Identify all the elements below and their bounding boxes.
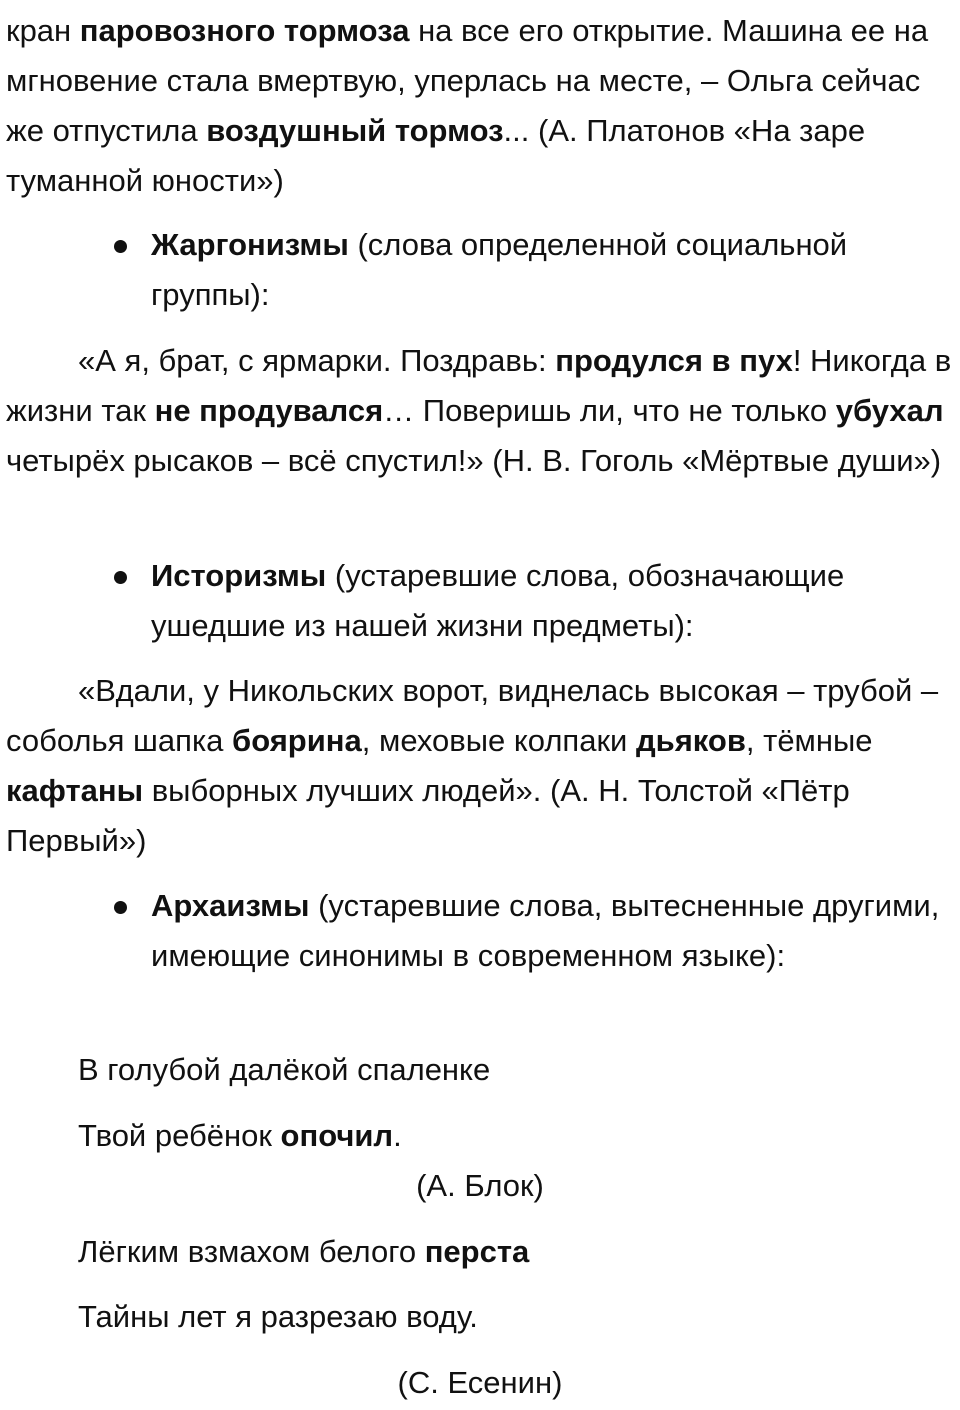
verse-line xyxy=(78,1111,402,1161)
paragraph-platonov xyxy=(6,6,952,206)
text: четырёх рысаков – всё спустил!» (Н. В. Гоголь «Мёртвые души») xyxy=(6,443,942,478)
bold-term: воздушный тормоз xyxy=(206,113,504,148)
verse-line xyxy=(78,1227,529,1277)
bullet-description: (слова определенной социальной группы): xyxy=(151,227,848,312)
bold-term: кафтаны xyxy=(6,773,144,808)
text: выборных лучших людей». (А. Н. Толстой «Пётр Первый») xyxy=(6,773,850,858)
bold-term: опочил xyxy=(280,1118,394,1153)
text: «Вдали, у Никольских ворот, виднелась высокая – трубой – соболья шапка xyxy=(6,673,939,758)
text: … Поверишь ли, что не только xyxy=(383,393,836,428)
bullet-description: (устаревшие слова, вытесненные другими, имеющие синонимы в современном языке): xyxy=(151,888,940,973)
bold-term: дьяков xyxy=(635,723,746,758)
bullet-term: Жаргонизмы xyxy=(151,227,349,262)
bold-term: продулся в пух xyxy=(555,343,793,378)
text: , тёмные xyxy=(745,723,873,758)
text: Твой ребёнок xyxy=(78,1118,281,1153)
bold-term: перста xyxy=(424,1234,530,1269)
text: на все его открытие. Машина ее на мгновение стала вмертвую, уперлась на месте, – Ольга сейчас же отпустила xyxy=(6,13,929,148)
bold-term: убухал xyxy=(835,393,944,428)
paragraph-tolstoy xyxy=(6,666,952,866)
verse-attribution: (С. Есенин) xyxy=(397,1365,563,1400)
bullet-archaisms xyxy=(0,881,952,981)
bullet-jargonisms xyxy=(0,220,952,320)
text: ! Никогда в жизни так xyxy=(6,343,952,428)
bullet-historisms xyxy=(0,551,952,651)
verse-line: В голубой далёкой спаленке xyxy=(78,1052,491,1087)
bullet-term: Историзмы xyxy=(151,558,327,593)
bullet-description: (устаревшие слова, обозначающие ушедшие из нашей жизни предметы): xyxy=(151,558,845,643)
bold-term: не продувался xyxy=(154,393,384,428)
verse-attribution: (А. Блок) xyxy=(416,1168,544,1203)
verse-line: Тайны лет я разрезаю воду. xyxy=(78,1299,478,1334)
text: . xyxy=(393,1118,402,1153)
bold-term: паровозного тормоза xyxy=(79,13,410,48)
text: «А я, брат, с ярмарки. Поздравь: xyxy=(78,343,556,378)
paragraph-gogol xyxy=(6,336,952,486)
bullet-term: Архаизмы xyxy=(151,888,310,923)
text: ... (А. Платонов «На заре туманной юности») xyxy=(6,113,866,198)
bold-term: боярина xyxy=(232,723,362,758)
text: Лёгким взмахом белого xyxy=(78,1234,425,1269)
text: , меховые колпаки xyxy=(361,723,636,758)
text: кран xyxy=(6,13,80,48)
